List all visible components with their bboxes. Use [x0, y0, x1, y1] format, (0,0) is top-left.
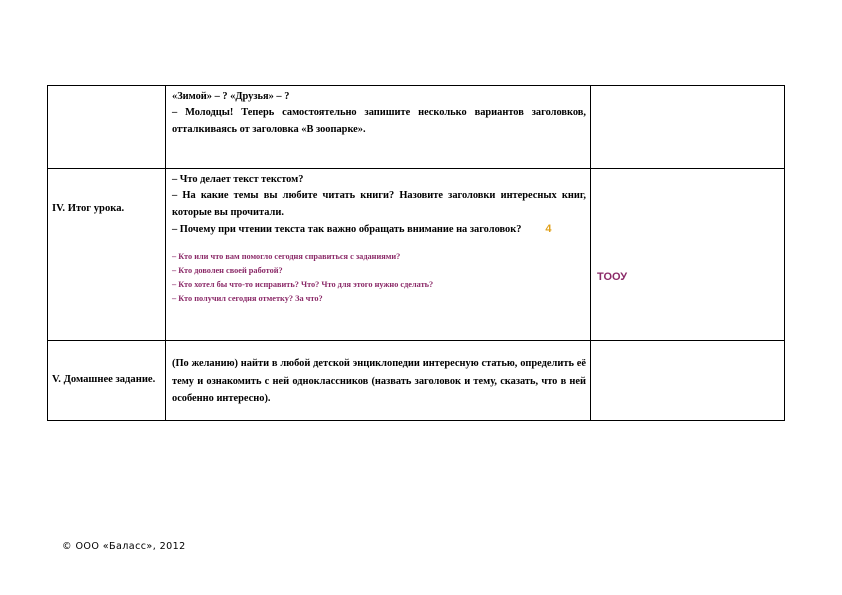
content-line: (По желанию) найти в любой детской энциклопедии интересную статью, определить её тему и ознакомить с ней одноклассников (назвать заголовок и тему, сказать, что в ней особенно интересно). — [172, 358, 586, 404]
content-line: – На какие темы вы любите читать книги? Назовите заголовки интересных книг, которые вы прочитали. — [172, 190, 586, 218]
stage-title: V. Домашнее задание. — [52, 374, 156, 385]
content-cell — [166, 169, 591, 341]
content-line: – Молодцы! Теперь самостоятельно запишите несколько вариантов заголовков, отталкиваясь от заголовка «В зоопарке». — [172, 107, 586, 135]
reflection-line: – Кто получил сегодня отметку? За что? — [172, 294, 323, 304]
stage-cell — [48, 341, 166, 421]
reflection-line: – Кто доволен своей работой? — [172, 266, 283, 276]
copyright-footer: © ООО «Баласс», 2012 — [62, 541, 186, 552]
table-row — [48, 169, 785, 341]
stage-cell — [48, 86, 166, 169]
content-line — [172, 221, 586, 238]
step-number-badge: 4 — [545, 222, 552, 235]
table-row — [48, 86, 785, 169]
stage-cell — [48, 169, 166, 341]
reflection-line: – Кто или что вам помогло сегодня справиться с заданиями? — [172, 252, 401, 262]
question-text: – Почему при чтении текста так важно обращать внимание на заголовок? — [172, 223, 522, 235]
content-line: «Зимой» – ? «Друзья» – ? — [172, 91, 290, 102]
notes-cell — [591, 169, 785, 341]
reflection-line: – Кто хотел бы что-то исправить? Что? Что для этого нужно сделать? — [172, 280, 434, 290]
content-cell — [166, 86, 591, 169]
reflection-questions — [172, 250, 586, 306]
content-cell — [166, 341, 591, 421]
notes-cell — [591, 86, 785, 169]
notes-label: ТООУ — [597, 271, 628, 283]
content-line: – Что делает текст текстом? — [172, 174, 304, 185]
stage-title: IV. Итог урока. — [52, 203, 125, 214]
notes-cell — [591, 341, 785, 421]
table-row — [48, 341, 785, 421]
lesson-plan-table — [47, 85, 785, 421]
